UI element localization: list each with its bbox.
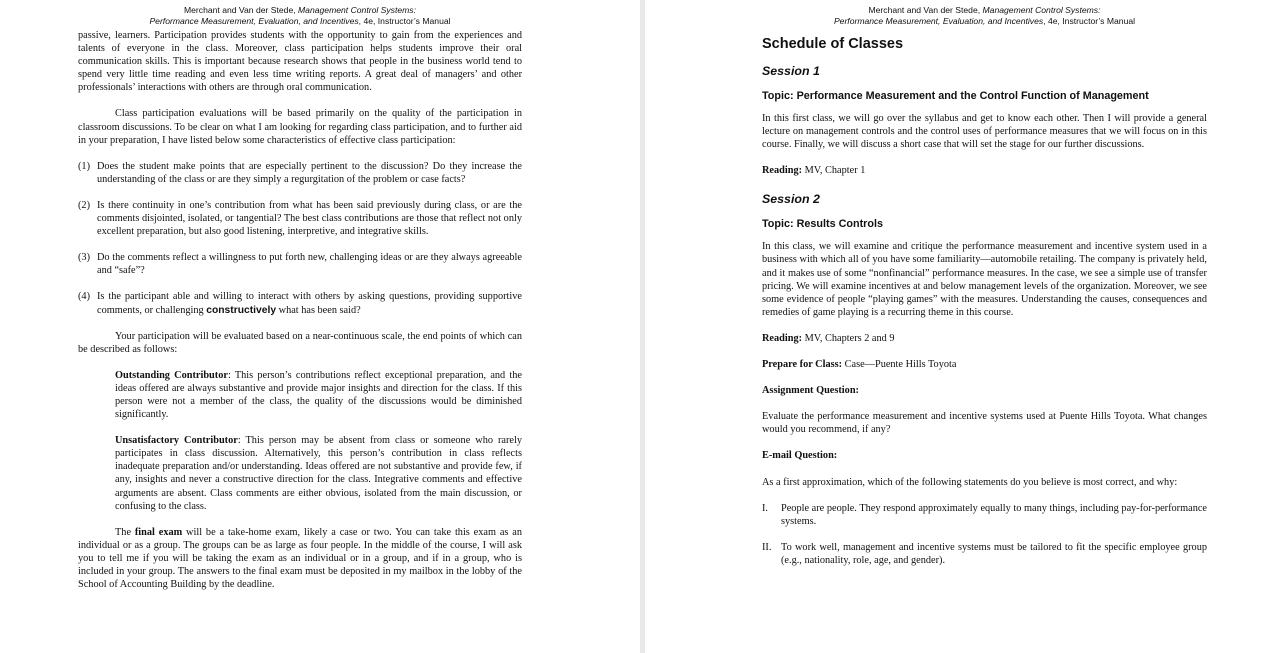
list-item: (1) Does the student make points that are especially pertinent to the discussion? Do they increase the understanding of the class or are they simply a regurgitation of the problem or case facts?	[78, 160, 522, 185]
session-2-topic: Topic: Results Controls	[762, 218, 883, 231]
header-edition: , 4e, Instructor’s Manual	[358, 16, 451, 26]
list-item: II. To work well, management and incentive systems must be tailored to fit the specific employee group (e.g., nationality, role, age, and gender).	[762, 541, 1207, 566]
paragraph-evaluation: Class participation evaluations will be based primarily on the quality of the participation in classroom discussions. To be clear on what I am looking for regarding class participation, and to further aid in your preparation, I have listed below some characteristics of effective class participation:	[78, 108, 522, 146]
assignment-question: Evaluate the performance measurement and incentive systems used at Puente Hills Toyota. What changes would you recommend, if any?	[762, 411, 1207, 436]
list-item: (4) Is the participant able and willing to interact with others by asking questions, providing supportive comments, or challenging constructively what has been said?	[78, 291, 522, 316]
email-question-label: E-mail Question:	[762, 450, 838, 462]
session-1-body: In this first class, we will go over the syllabus and get to know each other. Then I will provide a general lecture on management controls and the control uses of performance measures that we will focus on in this course. Finally, we will discuss a short case that will set the stage for our further discussions.	[762, 113, 1207, 151]
page-header	[78, 5, 522, 27]
list-item: I. People are people. They respond approximately equally to many things, including pay-for-performance systems.	[762, 502, 1207, 527]
email-question: As a first approximation, which of the following statements do you believe is most correct, and why:	[762, 476, 1178, 488]
unsatisfactory-contributor: Unsatisfactory Contributor: This person may be absent from class or someone who rarely participates in class discussion. Alternatively, this person’s contribution in class reflects inadequate preparation and/or understanding. Ideas offered are not substantive and provide few, if any, insights and never a constructive direction for the class. Integrative comments and effective arguments are absent. Class comments are either obvious, isolated from the main discussion, or confusing to the class.	[115, 435, 523, 512]
header-title-2: Performance Measurement, Evaluation, and Incentives	[149, 16, 359, 26]
session-1-reading: Reading: MV, Chapter 1	[762, 165, 866, 177]
header-title-1: Management Control Systems:	[298, 5, 416, 15]
page-right	[645, 0, 1264, 653]
session-2-reading: Reading: MV, Chapters 2 and 9	[762, 332, 895, 344]
session-2-body: In this class, we will examine and critique the performance measurement and incentive system used in a business with which all of you have some familiarity—automobile retailing. The company is privately held, and it makes use of some “nonfinancial” performance measures. In the case, we see a simple use of transfer pricing. We will examine incentives at and below management levels of the organization. Moreover, we see some evidence of people “playing games” with the measures. Understanding the causes, consequences and remedies of game playing is a recurring theme in this course.	[762, 241, 1207, 318]
outstanding-contributor: Outstanding Contributor: This person’s contributions reflect exceptional preparation, and the ideas offered are always substantive and provide major insights and direction for the class. If this person were not a member of the class, the quality of the discussions would be diminished significantly.	[115, 369, 522, 421]
session-1-heading: Session 1	[762, 64, 820, 78]
session-2-heading: Session 2	[762, 192, 820, 207]
paragraph-final-exam: The final exam will be a take-home exam, likely a case or two. You can take this exam as an individual or as a group. The groups can be as large as four people. In the middle of the course, I will ask you to tell me if you will be taking the exam as an individual or in a group, and if in a group, who is included in your group. The answers to the final exam must be deposited in my mailbox in the lobby of the School of Accounting Building by the deadline.	[78, 526, 522, 591]
paragraph-participation: passive, learners. Participation provides students with the opportunity to gain from the experiences and talents of everyone in the class. Moreover, class participation helps students improve their oral communication skills. This is important because research shows that people in the business world tend to spend very little time reading and even less time writing reports. A great deal of managers’ and other professionals’ interactions with others are through oral communication.	[78, 30, 522, 94]
session-1-topic: Topic: Performance Measurement and the Control Function of Management	[762, 90, 1149, 102]
paragraph-scale: Your participation will be evaluated based on a near-continuous scale, the end points of which can be described as follows:	[78, 330, 522, 355]
list-item: (3) Do the comments reflect a willingness to put forth new, challenging ideas or are they always agreeable and “safe”?	[78, 252, 522, 277]
schedule-title: Schedule of Classes	[762, 36, 904, 52]
list-item: (2) Is there continuity in one’s contribution from what has been said previously during class, or are the comments disjointed, isolated, or tangential? The best class contributions are those that reflect not only excellent preparation, but also good listening, interpretive, and integrative skills.	[78, 199, 522, 238]
session-2-prepare: Prepare for Class: Case—Puente Hills Toyota	[762, 359, 957, 371]
assignment-question-label: Assignment Question:	[762, 385, 859, 397]
page-header: Merchant and Van der Stede, Management Control Systems: Performance Measurement, Evaluation, and Incentives, 4e, Instructor’s Manual	[833, 5, 1136, 26]
header-authors: Merchant and Van der Stede,	[183, 5, 299, 15]
